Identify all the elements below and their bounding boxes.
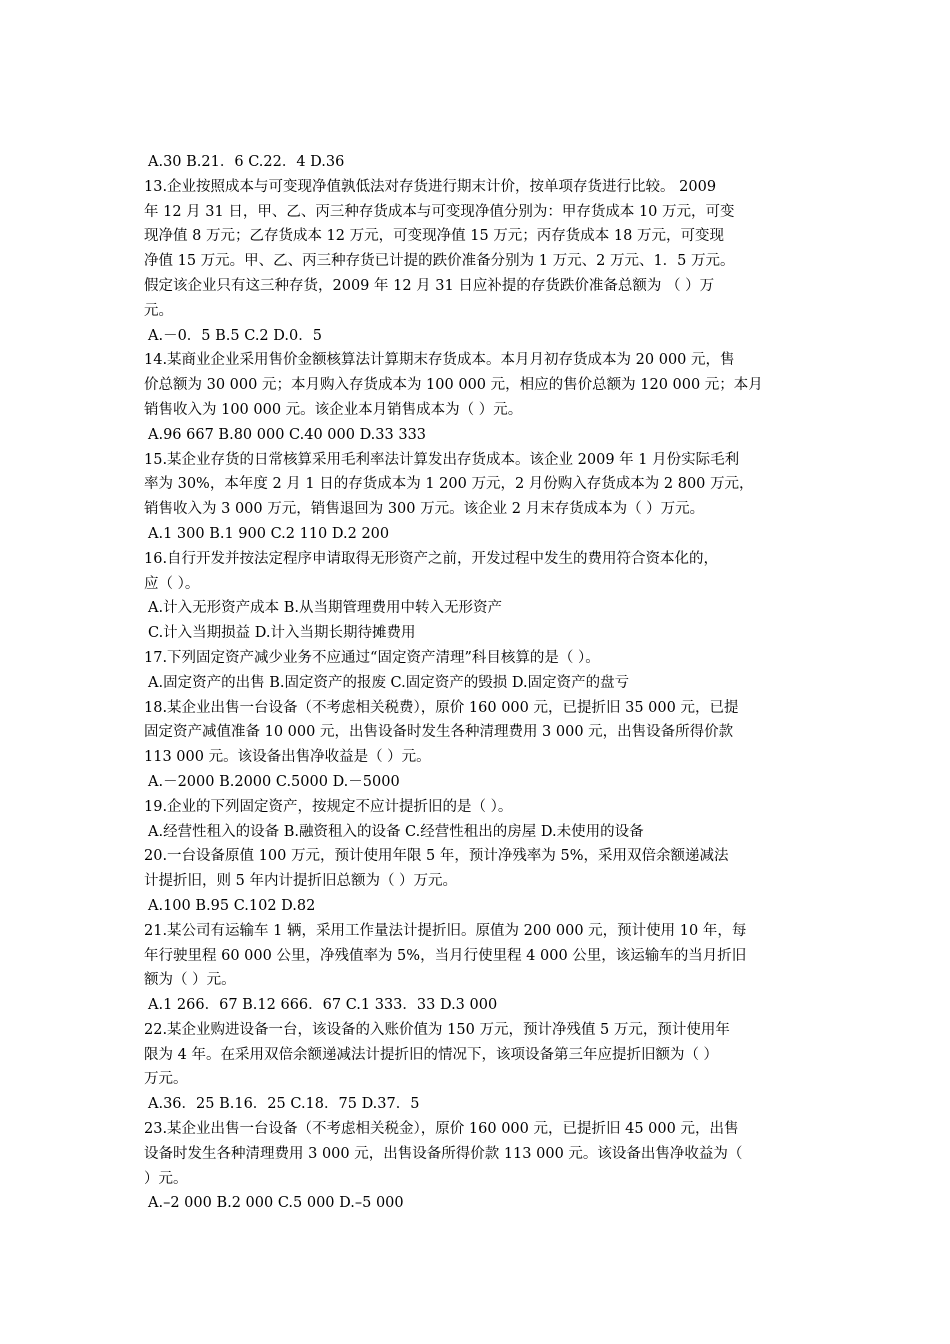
question-text-line: 19.企业的下列固定资产，按规定不应计提折旧的是（ ）。	[144, 798, 513, 815]
question-text-line: 限为 4 年。在采用双倍余额递减法计提折旧的情况下，该项设备第三年应提折旧额为（ ）	[144, 1046, 719, 1063]
question-text-line: 销售收入为 3 000 万元，销售退回为 300 万元。该企业 2 月末存货成本为（ ）万元。	[144, 501, 705, 518]
answer-options-line: A.固定资产的出售 B.固定资产的报废 C.固定资产的毁损 D.固定资产的盘亏	[148, 674, 630, 691]
question-text-line: ）元。	[144, 1170, 188, 1187]
answer-options-line: A.30 B.21．6 C.22．4 D.36	[148, 154, 345, 170]
question-text-line: 20.一台设备原值 100 万元，预计使用年限 5 年，预计净残率为 5%，采用双倍余额递减法	[144, 848, 729, 865]
question-text-line: 净值 15 万元。甲、乙、丙三种存货已计提的跌价准备分别为 1 万元、2 万元、1．5 万元。	[144, 253, 735, 270]
question-text-line: 应（ ）。	[144, 575, 200, 592]
question-text-line: 销售收入为 100 000 元。该企业本月销售成本为（ ）元。	[144, 401, 523, 418]
question-text-line: 22.某企业购进设备一台，该设备的入账价值为 150 万元，预计净残值 5 万元，预计使用年	[144, 1021, 730, 1038]
question-text-line: 价总额为 30 000 元；本月购入存货成本为 100 000 元，相应的售价总额为 120 000 元；本月	[144, 377, 763, 394]
answer-options-line: C.计入当期损益 D.计入当期长期待摊费用	[148, 625, 416, 642]
answer-options-line: A.1 266．67 B.12 666．67 C.1 333．33 D.3 000	[148, 997, 498, 1014]
document-page	[144, 150, 812, 1216]
question-text-line: 年行驶里程 60 000 公里，净残值率为 5%，当月行使里程 4 000 公里，该运输车的当月折旧	[144, 947, 747, 964]
question-text-line: 计提折旧，则 5 年内计提折旧总额为（ ）万元。	[144, 873, 458, 890]
question-text-line: 年 12 月 31 日，甲、乙、丙三种存货成本与可变现净值分别为：甲存货成本 10 万元，可变	[144, 203, 735, 220]
question-text-line: 固定资产减值准备 10 000 元，出售设备时发生各种清理费用 3 000 元，出售设备所得价款	[144, 724, 734, 741]
question-text-line: 现净值 8 万元；乙存货成本 12 万元，可变现净值 15 万元；丙存货成本 18 万元，可变现	[144, 228, 724, 245]
question-text-line: 假定该企业只有这三种存货，2009 年 12 月 31 日应补提的存货跌价准备总额为 （ ）万	[144, 277, 715, 294]
question-text-line: 15.某企业存货的日常核算采用毛利率法计算发出存货成本。该企业 2009 年 1 月份实际毛利	[144, 451, 740, 468]
question-text-line: 设备时发生各种清理费用 3 000 元，出售设备所得价款 113 000 元。该设备出售净收益为（	[144, 1145, 743, 1162]
question-text-line: 元。	[144, 302, 173, 319]
question-text-line: 额为（ ）元。	[144, 972, 236, 989]
question-text-line: 17.下列固定资产减少业务不应通过“固定资产清理”科目核算的是（ ）。	[144, 649, 600, 666]
question-text-line: 14.某商业企业采用售价金额核算法计算期末存货成本。本月月初存货成本为 20 000 元，售	[144, 352, 735, 369]
answer-options-line: A.－2000 B.2000 C.5000 D.－5000	[148, 773, 400, 790]
question-text-line: 16.自行开发并按法定程序申请取得无形资产之前，开发过程中发生的费用符合资本化的，	[144, 550, 719, 567]
answer-options-line: A.经营性租入的设备 B.融资租入的设备 C.经营性租出的房屋 D.未使用的设备	[148, 823, 644, 840]
question-text-line: 13.企业按照成本与可变现净值孰低法对存货进行期末计价，按单项存货进行比较。 2009	[144, 178, 717, 195]
question-text-line: 率为 30%，本年度 2 月 1 日的存货成本为 1 200 万元，2 月份购入存货成本为 2 800 万元，	[144, 476, 754, 493]
answer-options-line: A.36．25 B.16．25 C.18．75 D.37．5	[148, 1096, 420, 1113]
answer-options-line: A.–2 000 B.2 000 C.5 000 D.–5 000	[148, 1195, 404, 1212]
answer-options-line: A.－0．5 B.5 C.2 D.0．5	[148, 327, 322, 344]
answer-options-line: A.96 667 B.80 000 C.40 000 D.33 333	[148, 426, 427, 443]
question-text-line: 23.某企业出售一台设备（不考虑相关税金），原价 160 000 元，已提折旧 45 000 元，出售	[144, 1121, 739, 1138]
question-text-line: 21.某公司有运输车 1 辆，采用工作量法计提折旧。原值为 200 000 元，预计使用 10 年，每	[144, 922, 747, 939]
answer-options-line: A.100 B.95 C.102 D.82	[148, 897, 316, 914]
question-text-line: 万元。	[144, 1071, 188, 1088]
answer-options-line: A.计入无形资产成本 B.从当期管理费用中转入无形资产	[148, 600, 502, 617]
question-text-line: 18.某企业出售一台设备（不考虑相关税费），原价 160 000 元，已提折旧 35 000 元，已提	[144, 699, 739, 716]
question-text-line: 113 000 元。该设备出售净收益是（ ）元。	[144, 749, 431, 766]
answer-options-line: A.1 300 B.1 900 C.2 110 D.2 200	[148, 525, 390, 542]
